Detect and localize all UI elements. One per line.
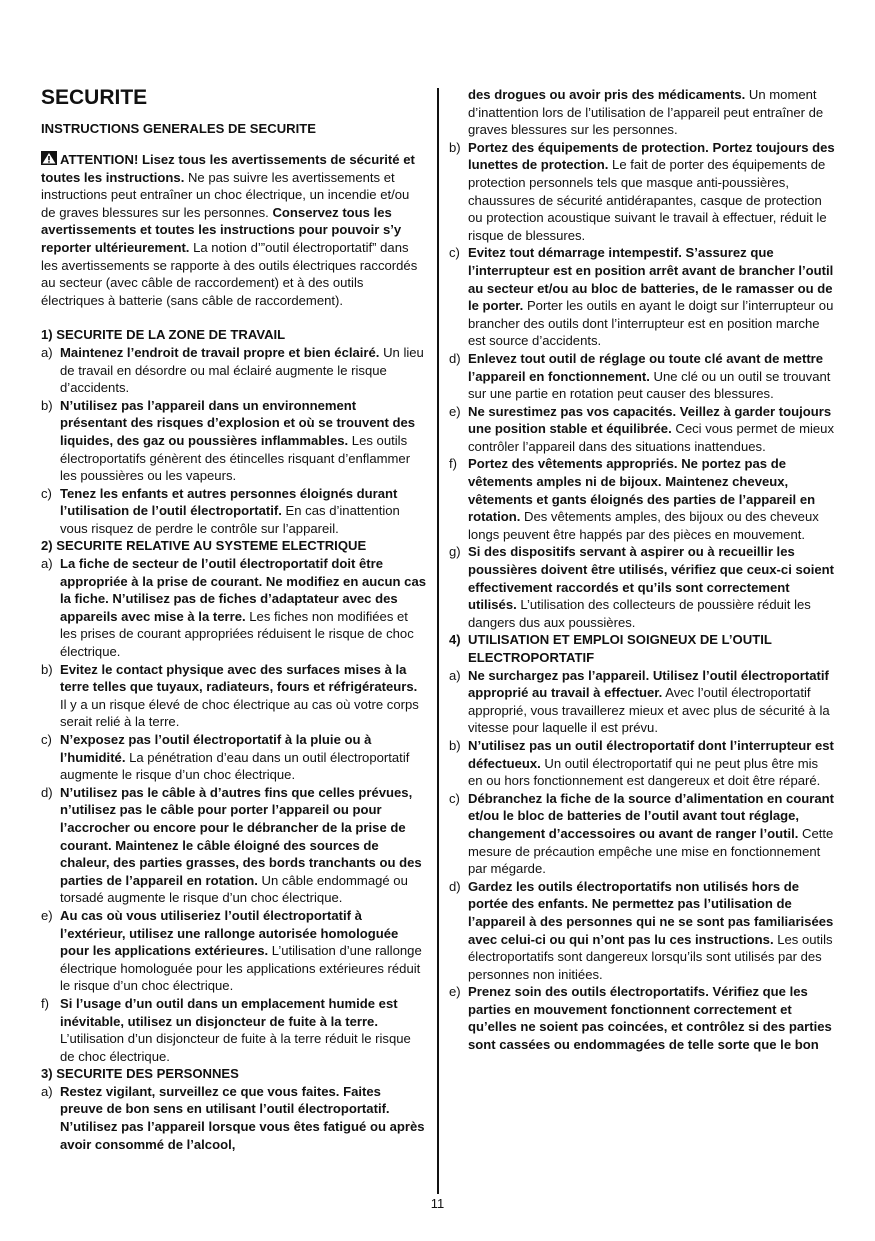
list-item [41,784,426,907]
item-bold: Evitez le contact physique avec des surfaces mises à la terre telles que tuyaux, radiateurs, fours et réfrigérateurs. [60,661,418,695]
warning-bold-2: Conservez tous les avertissements et toutes les instructions pour pouvoir s’y reporter ultérieurement. [41,204,402,255]
item-bold: Si l’usage d’un outil dans un emplacement humide est inévitable, utilisez un disjoncteur de fuite à la terre. [60,995,398,1029]
list-item [449,878,835,984]
item-bold: N’utilisez pas le câble à d’autres fins que celles prévues, n’utilisez pas le câble pour porter l’appareil ou pour l’accrocher ou encore pour le débrancher de la prise de courant. Maintenez le câble éloigné des sources de chaleur, des parties grasses, des bords tranchants ou des parties de l’appareil en rotation. [60,784,422,888]
item-marker: f) [41,995,49,1011]
item-bold: N’utilisez pas un outil électroportatif dont l’interrupteur est défectueux. [468,737,834,771]
section-heading-2: 2) SECURITE RELATIVE AU SYSTEME ELECTRIQUE [41,538,367,554]
item-marker: c) [41,732,52,747]
item-bold: des drogues ou avoir pris des médicaments. [468,87,746,102]
page-title: SECURITE [41,86,148,109]
warning-text-2: La notion d’”outil électroportatif” dans les avertissements se rapporte à des outils électriques raccordés au secteur (avec câble de raccordement) et à des outils électriques à batterie (sans câble de raccordement). [41,239,418,308]
warning-text-1: Ne pas suivre les avertissements et instructions peut entraîner un choc électrique, un incendie et/ou de graves blessures sur les personnes. [41,169,410,220]
item-bold: Ne surchargez pas l’appareil. Utilisez l’outil électroportatif approprié au travail à effectuer. [468,667,829,701]
list-item [41,907,426,995]
item-bold: Débranchez la fiche de la source d’alimentation en courant et/ou le bloc de batteries de l’outil avant tout réglage, changement d’accessoires ou avant de ranger l’outil. [468,790,834,841]
item-text: L’utilisation des collecteurs de poussière réduit les dangers dus aux poussières. [468,597,811,630]
list-item [41,995,426,1065]
item-marker: e) [41,907,53,923]
item-bold: Portez des vêtements appropriés. Ne portez pas de vêtements amples ni de bijoux. Maintenez cheveux, vêtements et gants éloignés des parties de l’appareil en rotation. [468,456,816,525]
item-text: Un outil électroportatif qui ne peut plus être mis en ou hors fonctionnement est dangereux et doit être réparé. [468,755,821,789]
item-marker: e) [449,403,461,419]
item-text: Les outils électroportatifs génèrent des étincelles risquant d’enflammer les poussières ou les vapeurs. [60,432,411,484]
item-text: Un câble endommagé ou torsadé augmente le risque d’un choc électrique. [60,872,408,906]
item-bold: Gardez les outils électroportatifs non utilisés hors de portée des enfants. Ne permettez pas l’utilisation de l’appareil à des personnes qui ne se sont pas familiarisées avec celui-ci ou qui n’ont pas lu ces instructions. [468,878,834,947]
item-marker: d) [449,878,461,894]
section-heading-1: 1) SECURITE DE LA ZONE DE TRAVAIL [41,327,286,343]
left-column [41,86,426,1153]
warning-triangle-icon [41,151,57,165]
item-marker: a) [41,1083,53,1099]
continued-paragraph [449,86,835,139]
item-marker: a) [41,344,53,360]
item-text: Le fait de porter des équipements de protection personnels tels que masque anti-poussières, chaussures de sécurité antidérapantes, casque de protection ou protection acoustique suivant le travail à effectuer, réduit le risque de blessures. [468,157,827,243]
item-bold: Evitez tout démarrage intempestif. S’assurez que l’interrupteur est en position arrêt avant de brancher l’outil au secteur et/ou au bloc de batteries, de le ramasser ou de le porter. [468,245,834,314]
item-marker: e) [449,984,461,1000]
item-text: Des vêtements amples, des bijoux ou des cheveux longs peuvent être happés par des pièces en mouvement. [468,509,819,542]
item-marker: a) [449,667,461,683]
warning-paragraph [41,151,426,309]
list-item [449,790,835,878]
item-text: Avec l’outil électroportatif approprié, vous travaillerez mieux et avec plus de sécurité à la vitesse pour laquelle il est prévu. [468,685,830,736]
item-bold: N’utilisez pas l’appareil dans un environnement présentant des risques d’explosion et où se trouvent des liquides, des gaz ou poussières inflammables. [60,397,416,448]
item-text: Un moment d’inattention lors de l’utilisation de l’appareil peut entraîner de graves blessures sur les personnes. [468,87,824,138]
item-bold: Portez des équipements de protection. Portez toujours des lunettes de protection. [468,139,835,173]
list-item [449,244,835,350]
item-marker: d) [41,784,53,800]
item-bold: Tenez les enfants et autres personnes éloignés durant l’utilisation de l’outil électroportatif. [60,485,398,519]
section-heading-4 [449,631,835,666]
list-item [449,403,835,456]
item-text: Porter les outils en ayant le doigt sur l’interrupteur ou brancher des outils dont l’interrupteur est en position marche est source d’accidents. [468,298,834,349]
item-marker: b) [41,397,53,413]
item-marker: b) [449,139,461,155]
list-item [449,455,835,543]
item-marker: c) [449,245,460,261]
item-marker: d) [449,350,461,366]
section-heading-text: UTILISATION ET EMPLOI SOIGNEUX DE L’OUTIL ELECTROPORTATIF [468,632,772,665]
item-marker: c) [449,790,460,806]
list-item [41,1083,426,1153]
list-item [449,139,835,245]
list-item [41,555,426,661]
list-item [449,737,835,790]
item-text: En cas d’inattention vous risquez de perdre le contrôle sur l’appareil. [60,503,400,536]
item-marker: f) [449,456,457,472]
list-item [41,397,426,485]
item-marker: b) [41,661,53,677]
list-item [41,731,426,784]
list-item [449,983,835,1053]
item-bold: La fiche de secteur de l’outil électroportatif doit être appropriée à la prise de courant. Ne modifiez en aucun cas la fiche. N’utilisez pas de fiches d’adaptateur avec des appareils avec mise à la terre. [60,556,427,624]
item-text: L’utilisation d’un disjoncteur de fuite à la terre réduit le risque de choc électrique. [60,1031,411,1064]
item-bold: Ne surestimez pas vos capacités. Veillez à garder toujours une position stable et équilibrée. [468,403,832,437]
item-marker: b) [449,737,461,753]
list-item [449,543,835,631]
item-marker: a) [41,556,53,572]
item-bold: Restez vigilant, surveillez ce que vous faites. Faites preuve de bon sens en utilisant l’outil électroportatif. N’utilisez pas l’appareil lorsque vous êtes fatigué ou après avoir consommé de l’alcool, [60,1083,425,1152]
item-bold: Au cas où vous utiliseriez l’outil électroportatif à l’extérieur, utilisez une rallonge autorisée homologuée pour les applications extérieures. [60,907,399,959]
item-text: Il y a un risque élevé de choc électrique au cas où votre corps serait relié à la terre. [60,696,419,730]
item-text: Cette mesure de précaution empêche une mise en fonctionnement par mégarde. [468,825,834,877]
item-bold: Enlevez tout outil de réglage ou toute clé avant de mettre l’appareil en fonctionnement. [468,350,824,384]
list-item [41,344,426,397]
item-bold: Si des dispositifs servant à aspirer ou à recueillir les poussières doivent être utilisés, vérifiez que ceux-ci soient effectivement raccordés et qu’ils sont correctement utilisés. [468,544,835,613]
section-heading-3: 3) SECURITE DES PERSONNES [41,1066,239,1082]
item-bold: Maintenez l’endroit de travail propre et bien éclairé. [60,344,380,360]
item-marker: c) [41,485,52,501]
item-text: Les fiches non modifiées et les prises de courant appropriées réduisent le risque de choc électrique. [60,608,414,660]
warning-bold-1: ATTENTION! Lisez tous les avertissements de sécurité et toutes les instructions. [41,152,415,185]
item-text: Les outils électroportatifs sont dangereux lorsqu’ils sont utilisés par des personnes non initiées. [468,931,833,982]
list-item [449,667,835,737]
section-subtitle: INSTRUCTIONS GENERALES DE SECURITE [41,121,316,136]
item-marker: g) [449,544,461,560]
page-number: 11 [430,1196,445,1211]
list-item [41,485,426,538]
item-text: Un lieu de travail en désordre ou mal éclairé augmente le risque d’accidents. [60,344,424,396]
item-text: Ceci vous permet de mieux contrôler l’appareil dans des situations inattendues. [468,421,835,454]
item-bold: N’exposez pas l’outil électroportatif à la pluie ou à l’humidité. [60,732,372,765]
item-text: L’utilisation d’une rallonge électrique homologuée pour les applications extérieures réduit le risque d’un choc électrique. [60,943,422,994]
list-item [41,661,426,731]
item-bold: Prenez soin des outils électroportatifs. Vérifiez que les parties en mouvement fonctionnent correctement et qu’elles ne soient pas coincées, et contrôlez si des parties sont cassées ou endommagées de telle sorte que le bon [468,984,832,1053]
item-text: La pénétration d’eau dans un outil électroportatif augmente le risque d’un choc électrique. [60,749,410,783]
item-marker: 4) [449,632,461,648]
item-text: Une clé ou un outil se trouvant sur une partie en rotation peut causer des blessures. [468,368,831,402]
list-item [449,350,835,403]
right-column [449,86,835,1054]
column-divider [437,88,439,1194]
